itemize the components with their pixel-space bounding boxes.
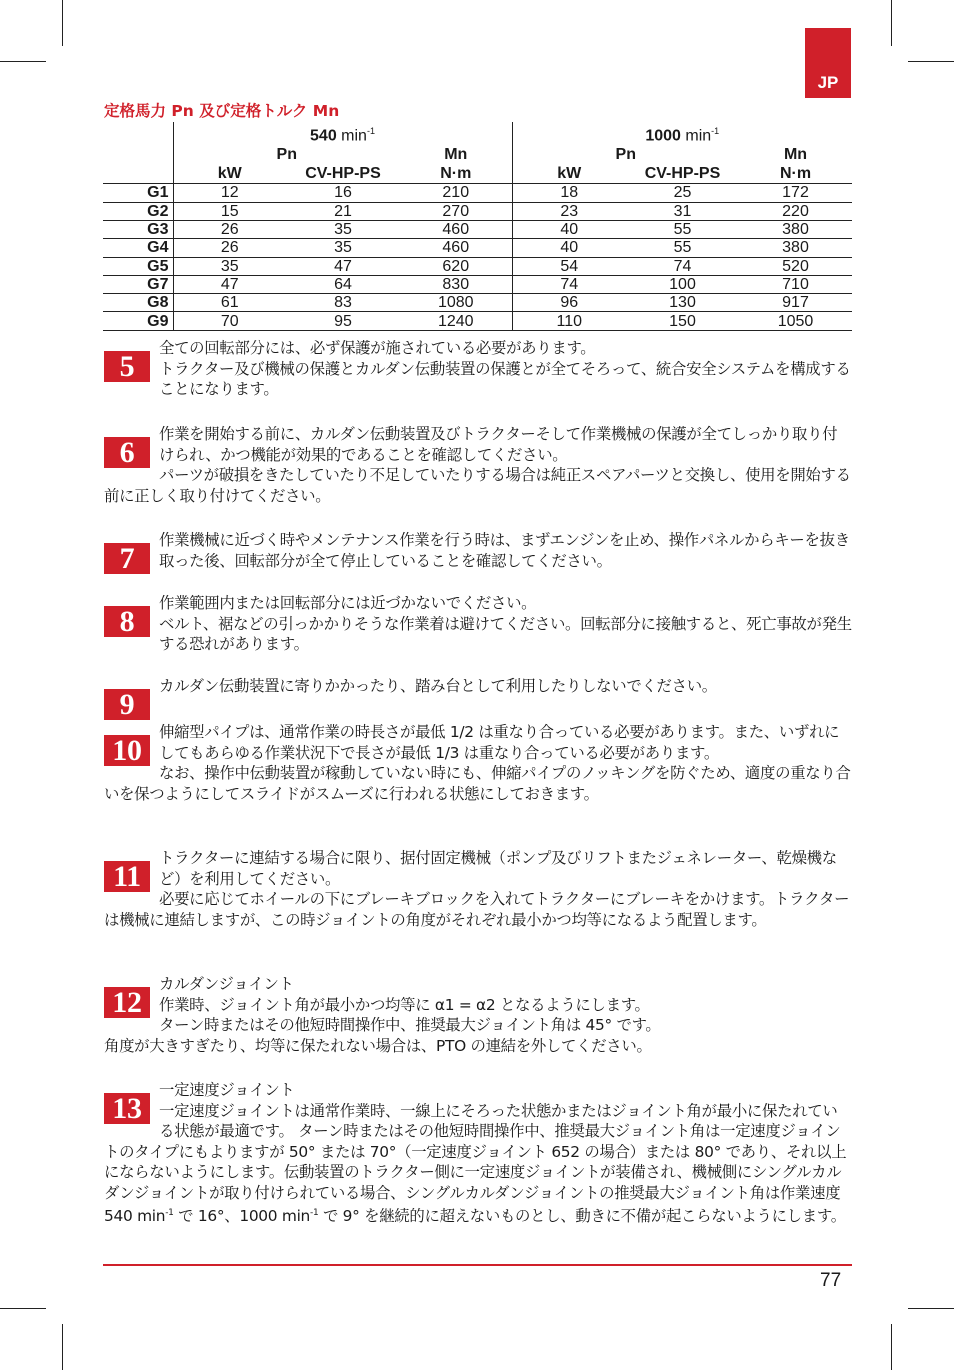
table-cell: 70 xyxy=(173,312,286,330)
item-11 xyxy=(104,848,852,930)
item-text: 角度が大きすぎたり、均等に保たれない場合は、PTO の連結を外してください。 xyxy=(104,1036,652,1055)
table-row xyxy=(103,220,852,238)
table-cell: 95 xyxy=(286,312,400,330)
table-cell: 12 xyxy=(173,184,286,202)
item-text: なお、操作中伝動装置が稼動していない時にも、伸縮パイプのノッキングを防ぐため、適度の重なり合いを保つようにしてスライドがスムーズに行われる状態にしておきます。 xyxy=(104,764,851,803)
table-cell: 74 xyxy=(626,257,739,275)
row-label: G1 xyxy=(103,184,173,202)
pn-header: Pn xyxy=(512,145,739,164)
nm-header: N·m xyxy=(739,164,852,184)
mn-header: Mn xyxy=(783,146,808,164)
cvhp-header: CV-HP-PS xyxy=(626,164,739,184)
table-cell: 100 xyxy=(626,275,739,293)
item-13 xyxy=(104,1080,852,1227)
item-text: 必要に応じてホイールの下にブレーキブロックを入れてトラクターにブレーキをかけます。トラクターは機械に連結しますが、この時ジョイントの角度がそれぞれ最小かつ均等になるよう配置します。 xyxy=(104,890,850,929)
table-cell: 40 xyxy=(512,220,626,238)
cvhp-header: CV-HP-PS xyxy=(286,164,400,184)
table-cell: 35 xyxy=(173,257,286,275)
table-row xyxy=(103,239,852,257)
kw-header: kW xyxy=(512,164,626,184)
crop-mark xyxy=(0,1308,46,1309)
table-cell: 83 xyxy=(286,294,400,312)
crop-mark xyxy=(891,1324,892,1370)
item-text: 作業を開始する前に、カルダン伝動装置及びトラクターそして作業機械の保護が全てしっかり取り付けられ、かつ機能が効果的であることを確認してください。 xyxy=(159,425,838,464)
item-text: ターン時またはその他短時間操作中、推奨最大ジョイント角は 45° です。 xyxy=(159,1016,661,1034)
table-cell: 210 xyxy=(400,184,512,202)
table-cell: 31 xyxy=(626,202,739,220)
item-number: 13 xyxy=(104,1093,150,1124)
table-cell: 26 xyxy=(173,239,286,257)
table-cell: 15 xyxy=(173,202,286,220)
item-9 xyxy=(104,676,852,720)
table-cell: 130 xyxy=(626,294,739,312)
table-cell: 47 xyxy=(173,275,286,293)
mn-header: Mn xyxy=(444,146,468,164)
row-label: G5 xyxy=(103,257,173,275)
crop-mark xyxy=(908,61,954,62)
item-number: 10 xyxy=(104,735,150,766)
table-cell: 917 xyxy=(739,294,852,312)
item-number: 12 xyxy=(104,987,150,1018)
item-text: 作業範囲内または回転部分には近づかないでください。 xyxy=(159,594,537,612)
table-cell: 1240 xyxy=(400,312,512,330)
kw-header: kW xyxy=(173,164,286,184)
power-torque-table xyxy=(103,122,852,331)
crop-mark xyxy=(891,0,892,46)
table-cell: 520 xyxy=(739,257,852,275)
item-number: 7 xyxy=(104,543,150,574)
table-cell: 270 xyxy=(400,202,512,220)
table-cell: 21 xyxy=(286,202,400,220)
bottom-rule xyxy=(103,1264,852,1266)
table-cell: 18 xyxy=(512,184,626,202)
table-cell: 16 xyxy=(286,184,400,202)
table-cell: 1050 xyxy=(739,312,852,330)
table-cell: 830 xyxy=(400,275,512,293)
item-number: 9 xyxy=(104,689,150,720)
table-cell: 26 xyxy=(173,220,286,238)
table-cell: 54 xyxy=(512,257,626,275)
row-label: G9 xyxy=(103,312,173,330)
item-number: 5 xyxy=(104,351,150,382)
table-row xyxy=(103,294,852,312)
item-number: 6 xyxy=(104,437,150,468)
pn-header: Pn xyxy=(173,145,400,164)
item-text: パーツが破損をきたしていたり不足していたりする場合は純正スペアパーツと交換し、使用を開始する前に正しく取り付けてください。 xyxy=(104,466,851,505)
table-cell: 55 xyxy=(626,220,739,238)
table-row xyxy=(103,275,852,293)
speed-540-header: 540 $\min^{-1}$ xyxy=(173,122,512,145)
item-5 xyxy=(104,338,852,400)
table-cell: 110 xyxy=(512,312,626,330)
table-cell: 150 xyxy=(626,312,739,330)
language-badge: JP xyxy=(805,28,851,98)
row-label: G2 xyxy=(103,202,173,220)
crop-mark xyxy=(62,0,63,46)
item-number: 11 xyxy=(104,861,150,892)
item-12 xyxy=(104,974,852,1056)
table-row xyxy=(103,202,852,220)
table-cell: 35 xyxy=(286,220,400,238)
table-cell: 620 xyxy=(400,257,512,275)
item-text: カルダン伝動装置に寄りかかったり、踏み台として利用したりしないでください。 xyxy=(159,677,717,695)
table-cell: 25 xyxy=(626,184,739,202)
row-label: G7 xyxy=(103,275,173,293)
table-cell: 55 xyxy=(626,239,739,257)
item-text: カルダンジョイント xyxy=(159,975,294,993)
table-cell: 380 xyxy=(739,220,852,238)
table-cell: 220 xyxy=(739,202,852,220)
row-label: G8 xyxy=(103,294,173,312)
crop-mark xyxy=(62,1324,63,1370)
item-text: 一定速度ジョイント xyxy=(159,1081,295,1099)
item-6 xyxy=(104,424,852,506)
item-text: 全ての回転部分には、必ず保護が施されている必要があります。 xyxy=(159,339,596,357)
table-cell: 47 xyxy=(286,257,400,275)
item-text: トラクター及び機械の保護とカルダン伝動装置の保護とが全てそろって、統合安全システムを構成することになります。 xyxy=(159,359,851,398)
row-label: G4 xyxy=(103,239,173,257)
item-text: 一定速度ジョイントは通常作業時、一線上にそろった状態かまたはジョイント角が最小に保たれている状態が最適です。 ターン時またはその他短時間操作中、推奨最大ジョイント角は一定速度ジョイントのタイプにもよりますが 50° または 70°（一定速度ジョイント 652 の場合）または 80° であり、それ以上にならないようにします。伝動装置のトラクター側に一定速度ジョイントが装備され、機械側にシングルカルダンジョイントが取り付けられている場合、シングルカルダンジョイントの推奨最大ジョイント角は作業速度 540 $\min^{-1}$ で 16°、1000 $\min^{-1}$ で 9° を継続的に超えないものとし、動きに不備が起こらないようにします。 xyxy=(104,1101,847,1226)
item-text: 作業時、ジョイント角が最小かつ均等に α1 = α2 となるようにします。 xyxy=(159,995,650,1014)
table-row xyxy=(103,184,852,202)
item-10 xyxy=(104,722,852,804)
speed-1000-header: 1000 $\min^{-1}$ xyxy=(512,122,852,145)
section-title: 定格馬力 Pn 及び定格トルク Mn xyxy=(104,102,340,120)
table-cell: 460 xyxy=(400,239,512,257)
item-number: 8 xyxy=(104,606,150,637)
table-cell: 61 xyxy=(173,294,286,312)
table-cell: 74 xyxy=(512,275,626,293)
page-number: 77 xyxy=(820,1270,842,1291)
row-label: G3 xyxy=(103,220,173,238)
item-text: トラクターに連結する場合に限り、据付固定機械（ポンプ及びリフトまたジェネレーター、乾燥機など）を利用してください。 xyxy=(159,849,837,888)
item-text: 伸縮型パイプは、通常作業の時長さが最低 1/2 は重なり合っている必要があります。また、いずれにしてもあらゆる作業状況下で長さが最低 1/3 は重なり合っている必要があります。 xyxy=(159,723,840,762)
table-cell: 23 xyxy=(512,202,626,220)
table-cell: 380 xyxy=(739,239,852,257)
table-row xyxy=(103,312,852,330)
table-cell: 460 xyxy=(400,220,512,238)
item-8 xyxy=(104,593,852,655)
item-text: ベルト、裾などの引っかかりそうな作業着は避けてください。回転部分に接触すると、死亡事故が発生する恐れがあります。 xyxy=(159,614,852,653)
item-text: 作業機械に近づく時やメンテナンス作業を行う時は、まずエンジンを止め、操作パネルからキーを抜き取った後、回転部分が全て停止していることを確認してください。 xyxy=(159,531,850,570)
table-cell: 35 xyxy=(286,239,400,257)
table-cell: 1080 xyxy=(400,294,512,312)
table-row xyxy=(103,257,852,275)
crop-mark xyxy=(0,61,46,62)
table-cell: 40 xyxy=(512,239,626,257)
table-cell: 96 xyxy=(512,294,626,312)
nm-header: N·m xyxy=(400,164,512,184)
table-cell: 710 xyxy=(739,275,852,293)
table-cell: 172 xyxy=(739,184,852,202)
crop-mark xyxy=(908,1308,954,1309)
table-cell: 64 xyxy=(286,275,400,293)
item-7 xyxy=(104,530,852,574)
